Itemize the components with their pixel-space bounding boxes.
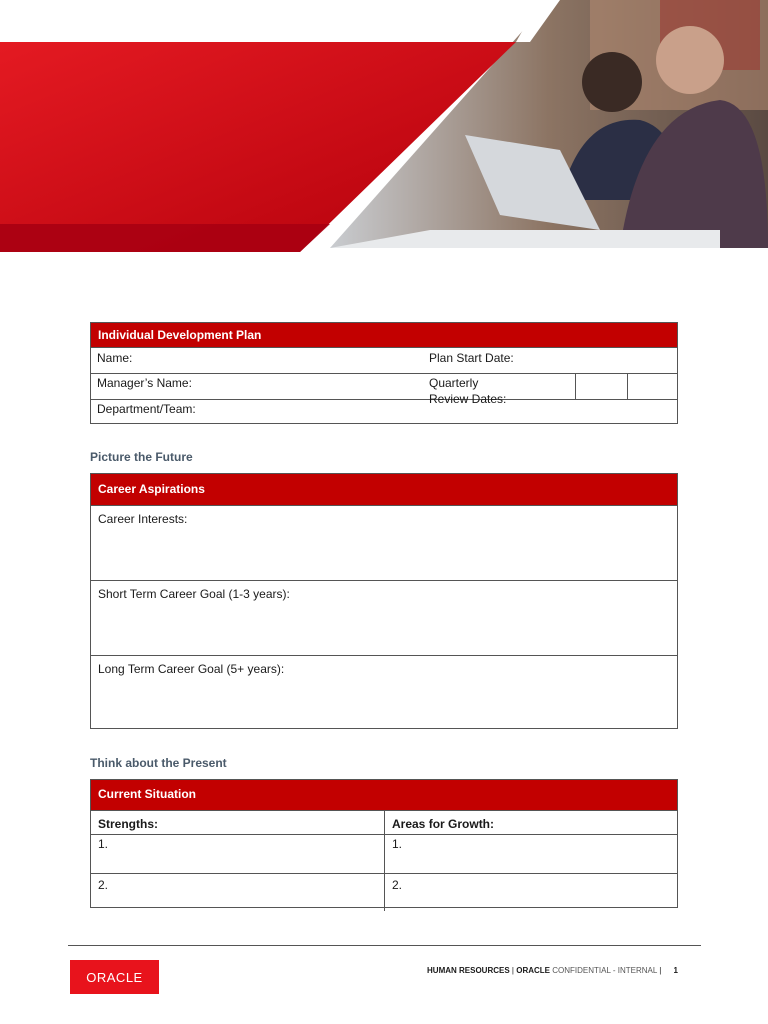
career-aspirations-title: Career Aspirations	[91, 474, 677, 505]
areas-for-growth-header: Areas for Growth:	[392, 817, 495, 831]
review-date-line	[527, 373, 677, 374]
strength-item-2[interactable]: 2.	[91, 874, 385, 911]
review-dates-label: Review Dates:	[429, 392, 507, 406]
footer-info	[427, 966, 678, 975]
table-row	[91, 873, 677, 911]
idp-table	[90, 322, 678, 424]
short-term-goal-label: Short Term Career Goal (1-3 years):	[98, 587, 290, 601]
career-interests-field[interactable]	[91, 505, 677, 580]
footer-sep: |	[659, 966, 664, 975]
header-banner	[0, 0, 768, 260]
review-date-divider	[627, 373, 628, 399]
strength-item-1[interactable]: 1.	[91, 835, 385, 873]
short-term-goal-field[interactable]	[91, 580, 677, 655]
section-title-present: Think about the Present	[90, 756, 227, 770]
manager-name-label: Manager’s Name:	[97, 376, 192, 390]
growth-item-2[interactable]: 2.	[392, 878, 403, 892]
growth-item-1[interactable]: 1.	[392, 837, 403, 851]
department-label: Department/Team:	[97, 402, 196, 416]
footer-dept: HUMAN RESOURCES	[427, 966, 510, 975]
review-date-divider	[575, 373, 576, 399]
footer-divider	[68, 945, 701, 946]
footer-company: ORACLE	[516, 966, 551, 975]
career-interests-label: Career Interests:	[98, 512, 188, 526]
table-row	[91, 834, 677, 873]
section-title-future: Picture the Future	[90, 450, 193, 464]
column-headers	[91, 810, 677, 834]
page-number: 1	[673, 966, 678, 975]
plan-start-date-label: Plan Start Date:	[429, 351, 514, 365]
footer-sep: |	[511, 966, 517, 975]
footer-classification: CONFIDENTIAL - INTERNAL	[552, 966, 657, 975]
person-woman-head	[582, 52, 642, 112]
strengths-header: Strengths:	[91, 811, 385, 834]
red-swoosh-lower	[0, 224, 330, 252]
current-situation-box	[90, 779, 678, 908]
idp-title: Individual Development Plan	[91, 323, 677, 348]
logo-text: ORACLE	[86, 969, 143, 985]
name-label: Name:	[97, 351, 133, 365]
current-situation-title: Current Situation	[91, 780, 677, 810]
quarterly-label: Quarterly	[429, 376, 479, 390]
manager-input-line[interactable]	[204, 373, 424, 374]
oracle-logo	[70, 960, 159, 994]
department-input-line[interactable]	[204, 399, 424, 400]
banner-graphic	[0, 0, 768, 260]
long-term-goal-field[interactable]	[91, 655, 677, 728]
person-man-head	[656, 26, 724, 94]
long-term-goal-label: Long Term Career Goal (5+ years):	[98, 662, 285, 676]
career-aspirations-box	[90, 473, 678, 729]
